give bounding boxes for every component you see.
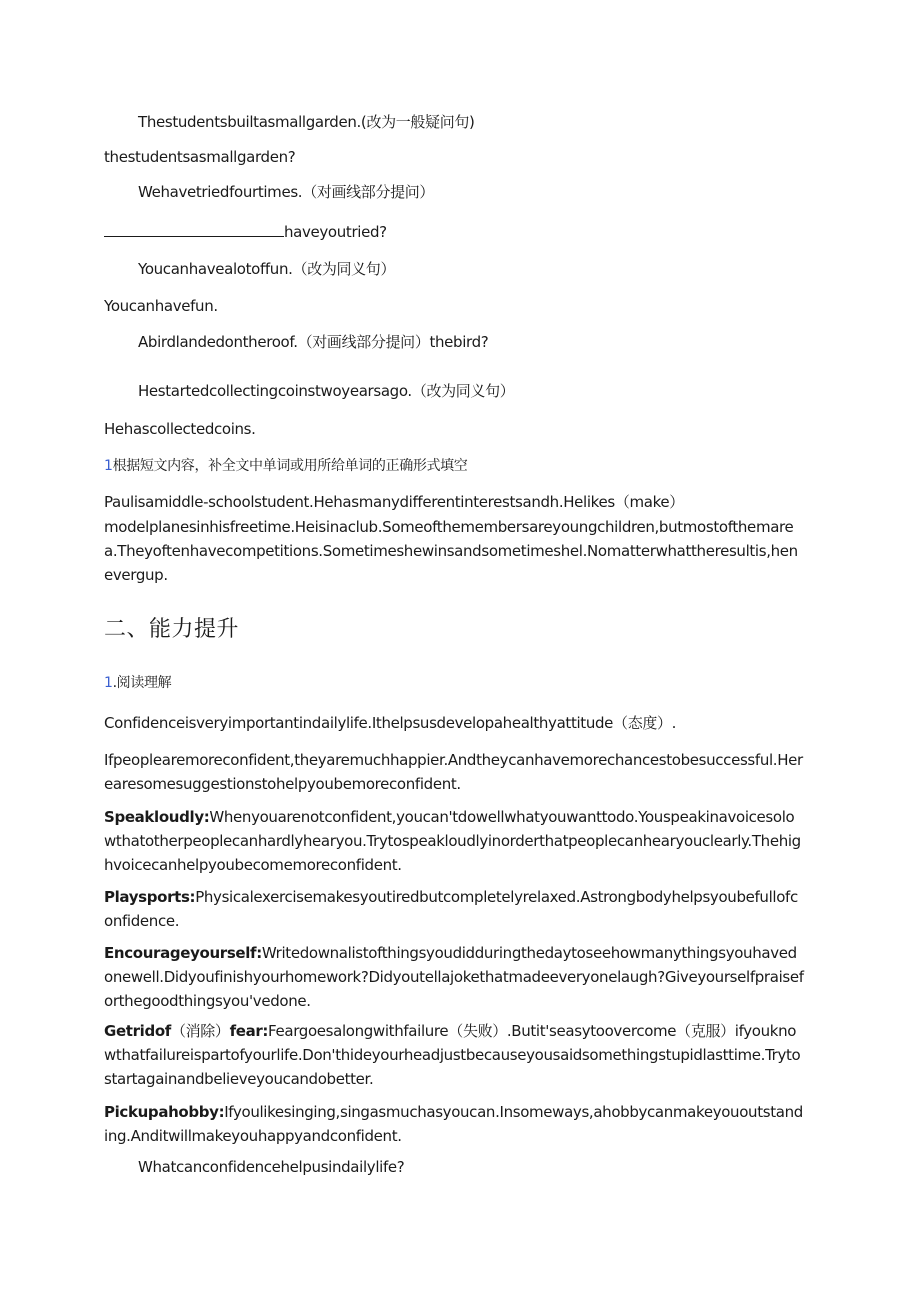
reading-question: Whatcanconfidencehelpusindailylife? bbox=[138, 1158, 405, 1176]
question-4: Abirdlandedontheroof.（对画线部分提问）thebird? bbox=[138, 333, 489, 351]
answer-1: thestudentsasmallgarden? bbox=[104, 148, 296, 166]
subsection-number: 1 bbox=[104, 675, 113, 691]
tip-text: Physicalexercisemakesyoutiredbutcompletelyrelaxed.Astrongbodyhelpsyoubefullofconfidence. bbox=[104, 888, 798, 930]
cloze-number: 1 bbox=[104, 458, 113, 474]
tip-text: Ifyoulikesinging,singasmuchasyoucan.Insomeways,ahobbycanmakeyououtstanding.Anditwillmakeyouhappyandconfident. bbox=[104, 1103, 803, 1145]
tip-encourage-yourself bbox=[104, 941, 804, 1013]
tip-label: Getridof bbox=[104, 1022, 171, 1040]
answer-5: Hehascollectedcoins. bbox=[104, 420, 256, 438]
tip-label: Speakloudly: bbox=[104, 808, 210, 826]
cloze-title bbox=[104, 456, 467, 476]
tip-note: （消除） bbox=[170, 1022, 230, 1040]
cloze-body: modelplanesinhisfreetime.Heisinaclub.Someofthemembersareyoungchildren,butmostofthemarea.Theyoftenhavecompetitions.Sometimeshewinsandsometimeshel.Nomatterwhattheresultis,henevergup. bbox=[104, 518, 798, 584]
answer-blank[interactable] bbox=[104, 222, 284, 237]
tip-text: Whenyouarenotconfident,youcan'tdowellwhatyouwanttodo.Youspeakinavoicesolowthatotherpeoplecanhardlyhearyou.Trytospeakloudlyinorderthatpeoplecanhearyouclearly.Thehighvoicecanhelpyoubecomemoreconfident. bbox=[104, 808, 801, 874]
answer-3: Youcanhavefun. bbox=[104, 297, 218, 315]
tip-label: fear: bbox=[229, 1022, 269, 1040]
tip-label: Playsports: bbox=[104, 888, 196, 906]
question-2: Wehavetriedfourtimes.（对画线部分提问） bbox=[138, 183, 435, 201]
question-1: Thestudentsbuiltasmallgarden.(改为一般疑问句) bbox=[138, 113, 475, 131]
reading-intro-2: Ifpeoplearemoreconfident,theyaremuchhappier.Andtheycanhavemorechancestobesuccessful.Herearesomesuggestionstohelpyoubemoreconfident. bbox=[104, 751, 803, 793]
tip-pick-up-hobby bbox=[104, 1100, 804, 1148]
tip-label: Pickupahobby: bbox=[104, 1103, 225, 1121]
tip-label: Encourageyourself: bbox=[104, 944, 262, 962]
subsection-title bbox=[104, 673, 171, 693]
answer-2-line bbox=[104, 222, 387, 242]
section-heading: 二、能力提升 bbox=[104, 617, 240, 642]
tip-speak-loudly bbox=[104, 805, 804, 877]
tip-text: Feargoesalongwithfailure（失败）.Butit'seasytoovercome（克服）ifyouknowthatfailureispartofyourlife.Don'thideyourheadjustbecauseyousaidsomethingstupidlasttime.Trytostartagainandbelieveyoucandobetter. bbox=[104, 1022, 801, 1088]
tip-play-sports bbox=[104, 885, 804, 933]
question-5: Hestartedcollectingcoinstwoyearsago.（改为同义句） bbox=[138, 382, 515, 400]
subsection-label: .阅读理解 bbox=[112, 675, 172, 691]
cloze-line-1: Paulisamiddle-schoolstudent.Hehasmanydifferentinterestsandh.Helikes（make） bbox=[104, 493, 684, 511]
tip-text: Writedownalistofthingsyoudidduringthedaytoseehowmanythingsyouhavedonewell.Didyoufinishyourhomework?Didyoutellajokethatmadeeveryonelaugh?Giveyourselfpraiseforthegoodthingsyou'vedone. bbox=[104, 944, 804, 1010]
tip-get-rid-of-fear bbox=[104, 1019, 804, 1091]
question-3: Youcanhavealotoffun.（改为同义句） bbox=[138, 260, 396, 278]
reading-intro-1: Confidenceisveryimportantindailylife.Ithelpsusdevelopahealthyattitude（态度）. bbox=[104, 714, 677, 732]
answer-2: haveyoutried? bbox=[284, 223, 387, 241]
cloze-instruction: 根据短文内容，补全文中单词或用所给单词的正确形式填空 bbox=[112, 458, 468, 474]
